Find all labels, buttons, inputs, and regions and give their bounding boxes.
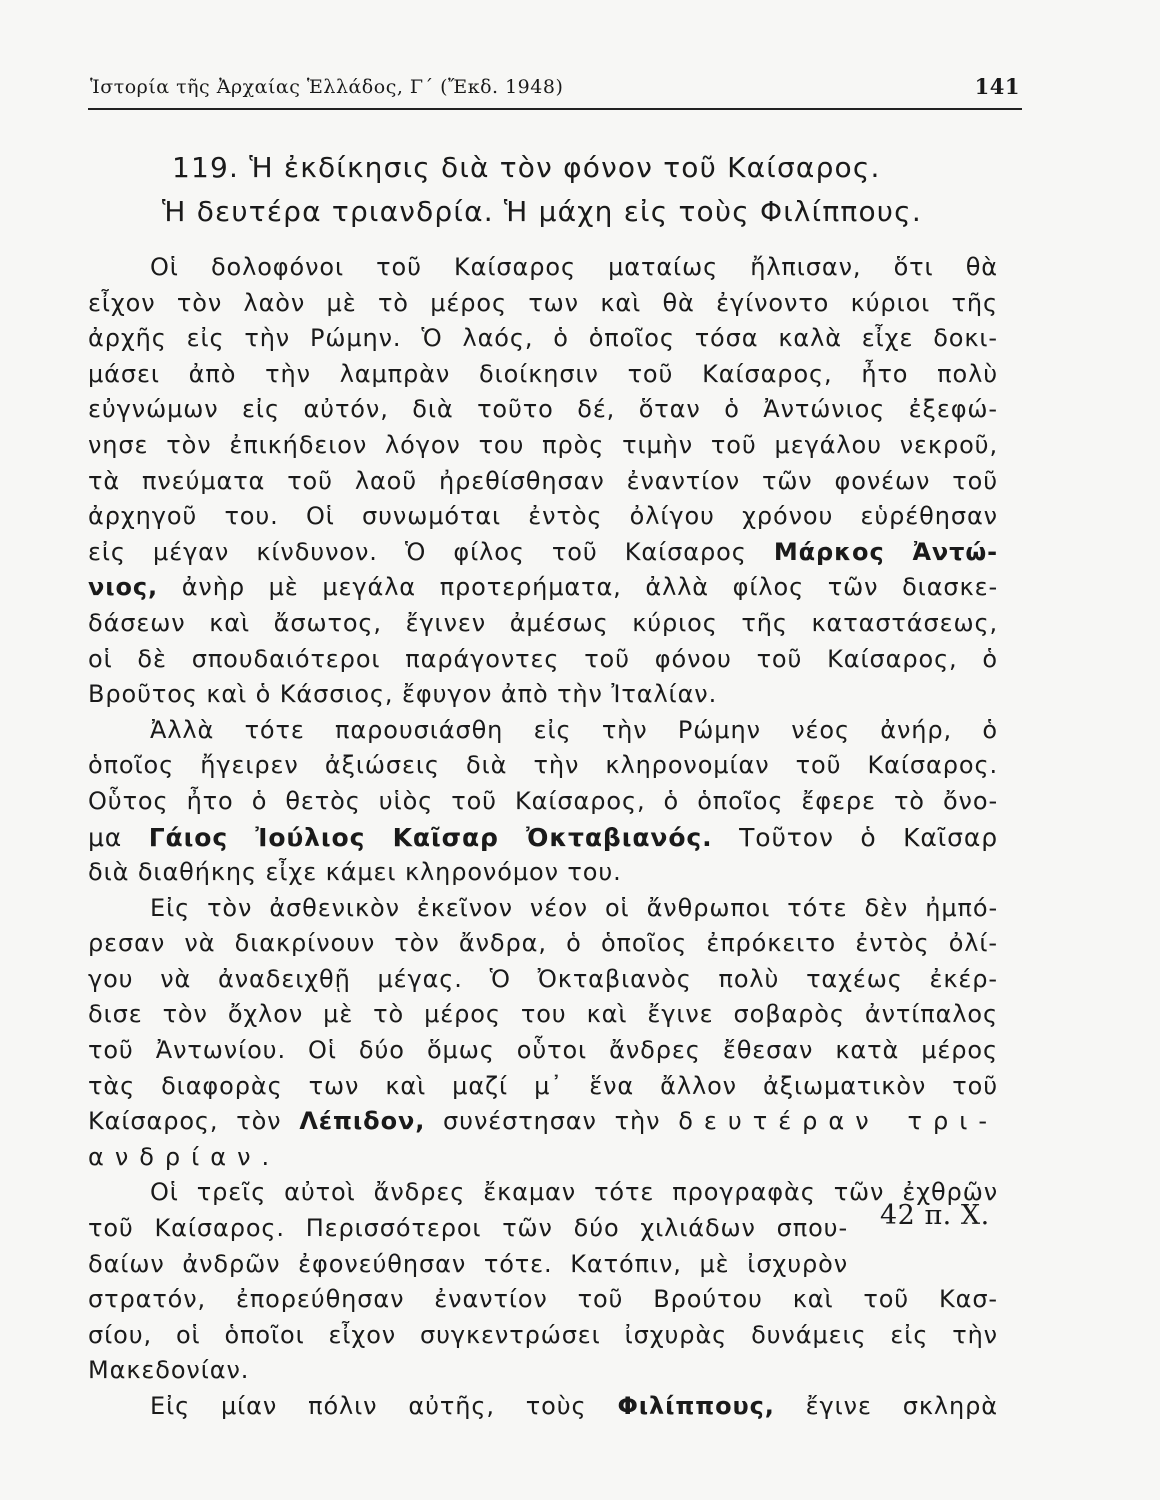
text-line: Οἱ δολοφόνοι τοῦ Καίσαρος ματαίως ἤλπισαν, ὅτι θὰ xyxy=(150,253,998,281)
bold-name-antonius: Μάρκος Ἀντώ- xyxy=(773,537,999,566)
text-run: εἰς μέγαν κίνδυνον. Ὁ φίλος τοῦ Καίσαρος xyxy=(88,537,747,566)
text-line xyxy=(88,570,998,606)
text-line: εὐγνώμων εἰς αὐτόν, διὰ τοῦτο δέ, ὅταν ὁ Ἀντώνιος ἐξεφώ- xyxy=(88,395,998,424)
bold-name-antonius-end: νιος, xyxy=(88,573,159,602)
text-line: δάσεων καὶ ἄσωτος, ἔγινεν ἀμέσως κύριος τῆς καταστάσεως, xyxy=(88,608,998,637)
bold-name-philippi: Φιλίππους, xyxy=(617,1392,775,1420)
text-line: Οἱ τρεῖς αὐτοὶ ἄνδρες ἔκαμαν τότε προγραφὰς τῶν ἐχθρῶν xyxy=(150,1178,998,1207)
running-head-title: Ἱστορία τῆς Ἀρχαίας Ἑλλάδος, Γ´ (Ἔκδ. 1948) xyxy=(90,76,564,98)
text-line: Ἀλλὰ τότε παρουσιάσθη εἰς τὴν Ρώμην νέος ἀνήρ, ὁ xyxy=(150,715,998,744)
spaced-text: ανδρίαν. xyxy=(88,1142,281,1171)
text-run: μα xyxy=(88,822,123,852)
text-line: ἀρχηγοῦ του. Οἱ συνωμόται ἐντὸς ὀλίγου χρόνου εὑρέθησαν xyxy=(88,502,998,531)
margin-date-note: 42 π. Χ. xyxy=(880,1200,990,1231)
text-run: Καίσαρος, τὸν xyxy=(88,1107,282,1136)
text-line: γου νὰ ἀναδειχθῇ μέγας. Ὁ Ὀκταβιανὸς πολὺ ταχέως ἐκέρ- xyxy=(88,964,998,993)
text-run: Εἰς μίαν πόλιν αὐτῆς, τοὺς xyxy=(150,1392,587,1420)
text-line: εἶχον τὸν λαὸν μὲ τὸ μέρος των καὶ θὰ ἐγίνοντο κύριοι τῆς xyxy=(88,288,998,317)
text-line: δαίων ἀνδρῶν ἐφονεύθησαν τότε. Κατόπιν, μὲ ἰσχυρὸν xyxy=(88,1249,848,1278)
bold-name-lepidus: Λέπιδον, xyxy=(299,1107,426,1136)
text-line: Μακεδονίαν. xyxy=(88,1356,250,1385)
text-line: Εἰς τὸν ἀσθενικὸν ἐκεῖνον νέον οἱ ἄνθρωποι τότε δὲν ἠμπό- xyxy=(150,893,998,922)
page-number: 141 xyxy=(974,74,1020,99)
spaced-text: δευτέραν τρι- xyxy=(678,1107,999,1136)
text-line: σίου, οἱ ὁποῖοι εἶχον συγκεντρώσει ἰσχυρὰς δυνάμεις εἰς τὴν xyxy=(88,1320,998,1349)
bold-name-octavian: Γάιος Ἰούλιος Καῖσαρ Ὀκταβιανός. xyxy=(148,822,713,852)
text-line xyxy=(88,535,998,571)
section-heading-line-2: Ἡ δευτέρα τριανδρία. Ἡ μάχη εἰς τοὺς Φιλίππους. xyxy=(162,195,922,228)
text-line: στρατόν, ἐπορεύθησαν ἐναντίον τοῦ Βρούτου καὶ τοῦ Κασ- xyxy=(88,1285,998,1314)
text-line: ρεσαν νὰ διακρίνουν τὸν ἄνδρα, ὁ ὁποῖος ἐπρόκειτο ἐντὸς ὀλί- xyxy=(88,929,998,958)
section-heading-line-1: 119. Ἡ ἐκδίκησις διὰ τὸν φόνον τοῦ Καίσαρος. xyxy=(172,151,881,184)
text-line: νησε τὸν ἐπικήδειον λόγον του πρὸς τιμὴν τοῦ μεγάλου νεκροῦ, xyxy=(88,430,998,459)
text-line: Οὗτος ἦτο ὁ θετὸς υἱὸς τοῦ Καίσαρος, ὁ ὁποῖος ἔφερε τὸ ὄνο- xyxy=(88,786,998,815)
text-run: συνέστησαν τὴν xyxy=(443,1107,661,1136)
text-run: ἀνὴρ μὲ μεγάλα προτερήματα, ἀλλὰ φίλος τῶν διασκε- xyxy=(181,573,998,602)
text-line xyxy=(88,1104,998,1140)
text-line: μάσει ἀπὸ τὴν λαμπρὰν διοίκησιν τοῦ Καίσαρος, ἦτο πολὺ xyxy=(88,359,998,388)
text-line: οἱ δὲ σπουδαιότεροι παράγοντες τοῦ φόνου τοῦ Καίσαρος, ὁ xyxy=(88,644,998,673)
text-line: ἀρχῆς εἰς τὴν Ρώμην. Ὁ λαός, ὁ ὁποῖος τόσα καλὰ εἶχε δοκι- xyxy=(88,324,998,353)
text-line: Βροῦτος καὶ ὁ Κάσσιος, ἔφυγον ἀπὸ τὴν Ἰταλίαν. xyxy=(88,680,718,709)
text-run: Τοῦτον ὁ Καῖσαρ xyxy=(739,822,998,852)
running-head xyxy=(90,72,1020,106)
text-line: δισε τὸν ὄχλον μὲ τὸ μέρος του καὶ ἔγινε σοβαρὸς ἀντίπαλος xyxy=(88,1000,998,1029)
text-line: τοῦ Καίσαρος. Περισσότεροι τῶν δύο χιλιάδων σπου- xyxy=(88,1214,848,1243)
body-text xyxy=(88,250,998,1425)
text-line: τὰς διαφορὰς των καὶ μαζί μ᾽ ἕνα ἄλλον ἀξιωματικὸν τοῦ xyxy=(88,1071,998,1100)
text-line xyxy=(88,820,998,856)
text-line: τοῦ Ἀντωνίου. Οἱ δύο ὅμως οὗτοι ἄνδρες ἔθεσαν κατὰ μέρος xyxy=(88,1036,998,1065)
text-line: τὰ πνεύματα τοῦ λαοῦ ἠρεθίσθησαν ἐναντίον τῶν φονέων τοῦ xyxy=(88,466,998,495)
header-rule xyxy=(88,108,1022,110)
text-line: ὁποῖος ἤγειρεν ἀξιώσεις διὰ τὴν κληρονομίαν τοῦ Καίσαρος. xyxy=(88,751,998,780)
text-line xyxy=(88,1389,998,1425)
text-run: ἔγινε σκληρὰ xyxy=(805,1392,998,1420)
text-line xyxy=(88,1140,998,1176)
text-line: διὰ διαθήκης εἶχε κάμει κληρονόμον του. xyxy=(88,858,622,887)
